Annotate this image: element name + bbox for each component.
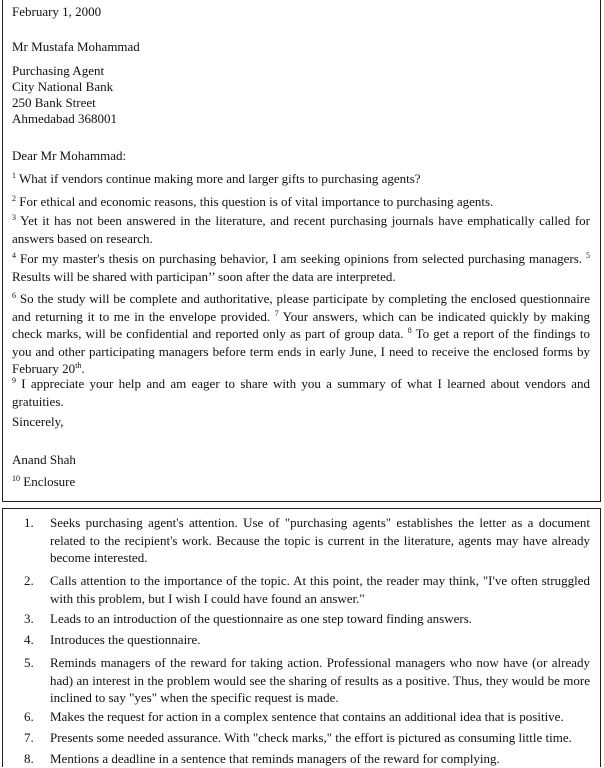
- sentence-text: For ethical and economic reasons, this question is of vital importance to purchasing agents.: [19, 194, 494, 209]
- annotation-text: Reminds managers of the reward for taking action. Professional managers who now have (or already had) an interest in the problem would see the sharing of results as a positive. Thus, they would be more inclined to say "yes" when the specific request is made.: [50, 655, 590, 705]
- annotation-number: 8.: [24, 751, 34, 766]
- annotation-number: 2.: [24, 573, 34, 588]
- sentence-marker: 6: [12, 291, 16, 300]
- sentence-marker: 7: [274, 308, 279, 318]
- address-line: City National Bank: [12, 79, 114, 94]
- address-line: Purchasing Agent: [12, 63, 105, 78]
- sentence-marker: 3: [12, 213, 16, 222]
- letter-date: February 1, 2000: [12, 4, 102, 19]
- sentence-marker: 2: [12, 194, 16, 203]
- annotation-text: Calls attention to the importance of the topic. At this point, the reader may think, "I've often struggled with this problem, but I wish I could have found an answer.": [50, 573, 590, 606]
- annotation-number: 4.: [24, 632, 34, 647]
- sentence-marker: 1: [12, 171, 16, 180]
- address-line: 250 Bank Street: [12, 95, 96, 110]
- sentence-marker: 10: [12, 474, 20, 483]
- recipient-name: Mr Mustafa Mohammad: [12, 39, 140, 54]
- annotation-text: Presents some needed assurance. With "check marks," the effort is pictured as consuming little time.: [50, 730, 572, 745]
- sentence-marker: 4: [12, 251, 16, 260]
- annotation-text: Seeks purchasing agent's attention. Use of "purchasing agents" establishes the letter as a document related to the recipient's work. Because the topic is current in the literature, agents may have already become interested.: [50, 515, 590, 565]
- annotation-text: Leads to an introduction of the questionnaire as one step toward finding answers.: [50, 611, 473, 626]
- enclosure-line: [12, 474, 75, 490]
- sentence-text: For my master's thesis on purchasing behavior, I am seeking opinions from selected purchasing managers.: [19, 251, 583, 266]
- letter-paragraph-3: [12, 212, 590, 247]
- period: .: [81, 361, 85, 376]
- letter-paragraph-4: [12, 250, 590, 285]
- annotation-number: 3.: [24, 611, 34, 626]
- annotation-text: Makes the request for action in a complex sentence that contains an additional idea that is positive.: [50, 709, 564, 724]
- annotation-text: Introduces the questionnaire.: [50, 632, 201, 647]
- sentence-marker: 5: [586, 251, 590, 260]
- salutation: Dear Mr Mohammad:: [12, 148, 127, 163]
- sentence-marker: 9: [12, 376, 16, 385]
- annotation-text: Mentions a deadline in a sentence that reminds managers of the reward for complying.: [50, 751, 500, 766]
- annotation-number: 5.: [24, 655, 34, 670]
- sentence-text: Yet it has not been answered in the literature, and recent purchasing journals have emphatically called for answers based on research.: [12, 213, 590, 246]
- closing: Sincerely,: [12, 414, 64, 429]
- letter-paragraph-1: [12, 170, 590, 188]
- annotation-number: 1.: [24, 515, 34, 530]
- sentence-text: What if vendors continue making more and larger gifts to purchasing agents?: [19, 171, 421, 186]
- sentence-marker: 8: [407, 326, 412, 335]
- enclosure-label: Enclosure: [23, 474, 76, 489]
- annotation-number: 6.: [24, 709, 34, 724]
- signature-name: Anand Shah: [12, 452, 76, 467]
- letter-paragraph-6: [12, 375, 590, 410]
- sentence-text: I appreciate your help and am eager to share with you a summary of what I learned about vendors and gratuities.: [12, 376, 591, 409]
- letter-paragraph-2: [12, 193, 590, 211]
- address-line: Ahmedabad 368001: [12, 111, 118, 126]
- ordinal-suffix: th: [75, 361, 82, 370]
- sentence-text: To get a report of the findings to you and other participating managers before term ends in early June, I need to receive the enclosed forms by February 20: [12, 326, 591, 376]
- annotation-number: 7.: [24, 730, 34, 745]
- sentence-text: Results will be shared with participan’’ soon after the data are interpreted.: [12, 268, 396, 284]
- sentence-text: So the study will be complete and authoritative, please participate by completing the enclosed questionnaire and returning it to me in the envelope provided.: [12, 291, 590, 324]
- letter-paragraph-5: [12, 290, 590, 378]
- sentence-text: Your answers, which can be indicated quickly by making check marks, will be confidential and reported only as part of group data.: [12, 308, 590, 341]
